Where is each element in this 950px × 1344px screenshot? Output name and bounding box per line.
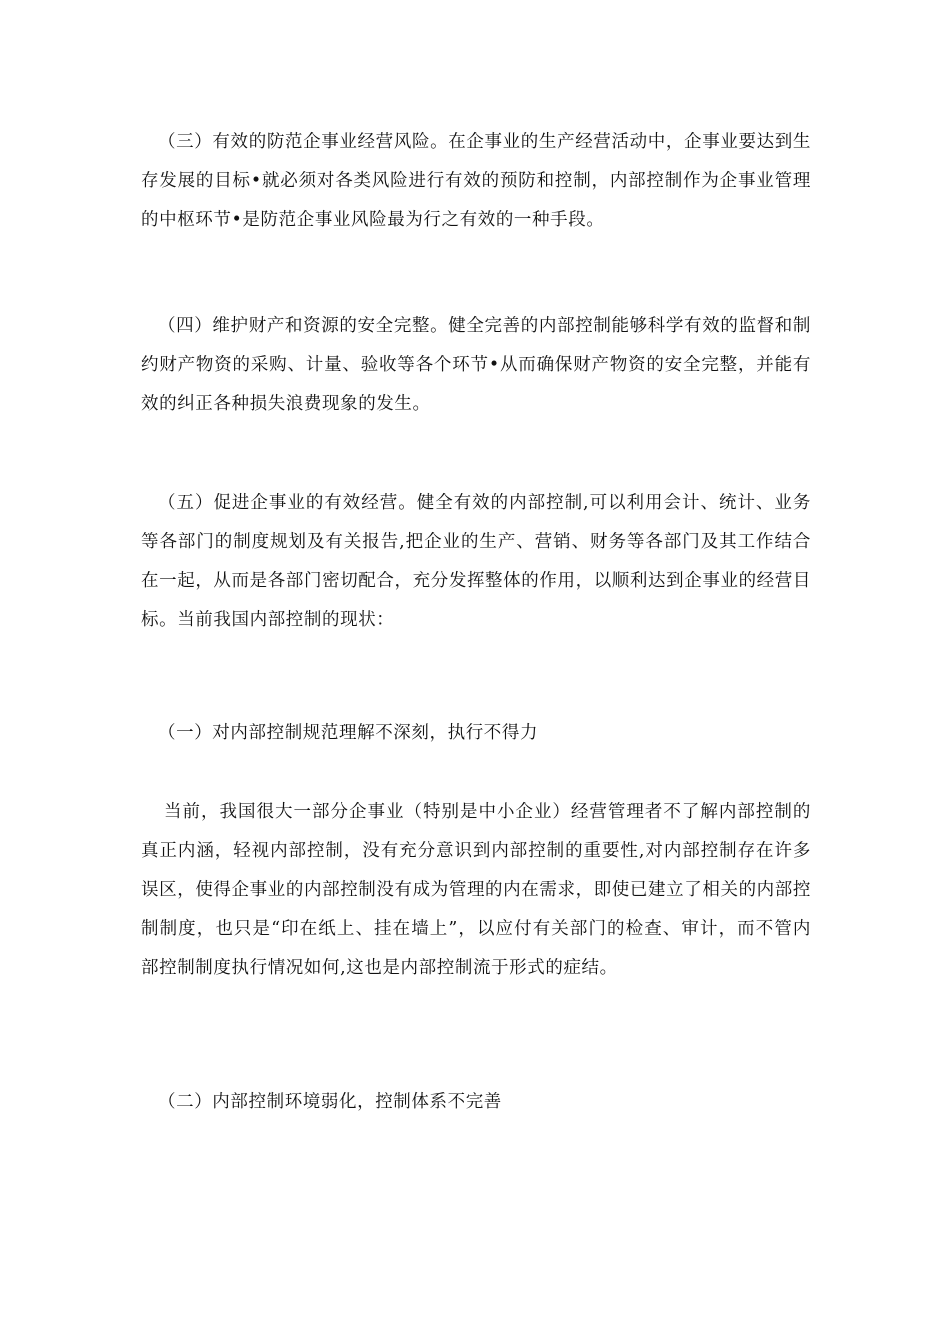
paragraph-current-situation: 当前，我国很大一部分企事业（特别是中小企业）经营管理者不了解内部控制的真正内涵，轻视内部控制，没有充分意识到内部控制的重要性,对内部控制存在许多误区，使得企事业的内部控制没有成为管理的内在需求，即使已建立了相关的内部控制制度，也只是“印在纸上、挂在墙上”，以应付有关部门的检查、审计，而不管内部控制制度执行情况如何,这也是内部控制流于形式的症结。 <box>141 802 811 978</box>
section-heading-understanding: （一）对内部控制规范理解不深刻，执行不得力 <box>158 723 539 743</box>
paragraph-risk-prevention: （三）有效的防范企事业经营风险。在企事业的生产经营活动中，企事业要达到生存发展的目标•就必须对各类风险进行有效的预防和控制，内部控制作为企事业管理的中枢环节•是防范企事业风险最为行之有效的一种手段。 <box>141 132 811 230</box>
paragraph-asset-safety: （四）维护财产和资源的安全完整。健全完善的内部控制能够科学有效的监督和制约财产物资的采购、计量、验收等各个环节•从而确保财产物资的安全完整，并能有效的纠正各种损失浪费现象的发生。 <box>141 316 811 414</box>
section-heading-control-environment: （二）内部控制环境弱化，控制体系不完善 <box>158 1092 502 1112</box>
paragraph-effective-operation: （五）促进企事业的有效经营。健全有效的内部控制,可以利用会计、统计、业务等各部门的制度规划及有关报告,把企业的生产、营销、财务等各部门及其工作结合在一起，从而是各部门密切配合，充分发挥整体的作用，以顺利达到企事业的经营目标。当前我国内部控制的现状： <box>141 493 811 630</box>
